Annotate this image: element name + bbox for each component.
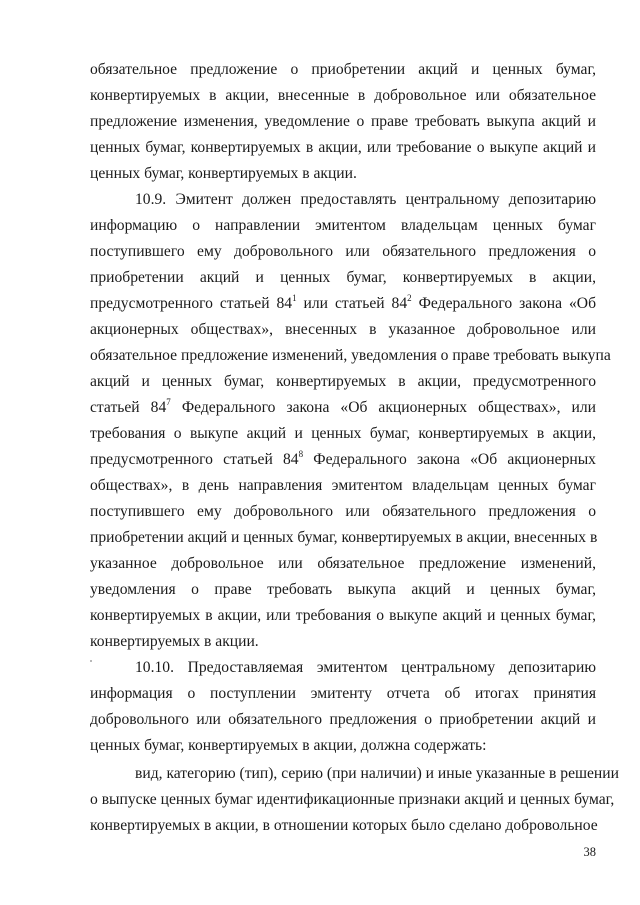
text-line-with-superscripts	[90, 294, 596, 314]
text-fragment: Федерального закона «Об акционерных обществах», или	[170, 399, 597, 416]
text-line: обществах», в день направления эмитентом владельцам ценных бумаг	[90, 477, 596, 494]
text-fragment: статьей 84	[90, 399, 167, 416]
text-line: конвертируемых в акции, внесенные в добровольное или обязательное	[90, 87, 596, 104]
list-paragraph-start: вид, категорию (тип), серию (при наличии) и иные указанные в решении	[135, 765, 619, 782]
text-line: конвертируемых в акции.	[90, 633, 259, 650]
text-line: предложение изменения, уведомление о праве требовать выкупа акций и	[90, 113, 596, 130]
text-fragment: предусмотренного статьей 84	[90, 451, 299, 468]
superscript: 7	[166, 397, 171, 407]
scan-speck	[90, 660, 92, 662]
text-line: конвертируемых в акции, в отношении которых было сделано добровольное	[90, 817, 598, 834]
superscript: 1	[292, 293, 297, 303]
text-fragment: или статьей 84	[296, 295, 408, 312]
text-fragment: Федерального закона «Об акционерных	[303, 451, 596, 468]
text-line: ценных бумаг, конвертируемых в акции.	[90, 165, 357, 182]
text-line: информацию о направлении эмитентом владельцам ценных бумаг	[90, 217, 596, 234]
text-line: требования о выкупе акций и ценных бумаг, конвертируемых в акции,	[90, 425, 596, 442]
text-line: указанное добровольное или обязательное предложение изменений,	[90, 555, 596, 572]
text-fragment: Федерального закона «Об	[411, 295, 596, 312]
text-line-with-superscript	[90, 398, 596, 418]
text-line: обязательное предложение изменений, уведомления о праве требовать выкупа	[90, 347, 611, 364]
text-line: приобретении акций и ценных бумаг, конвертируемых в акции,	[90, 269, 596, 286]
text-line: информация о поступлении эмитенту отчета об итогах принятия	[90, 685, 596, 702]
text-line: акций и ценных бумаг, конвертируемых в акции, предусмотренного	[90, 373, 596, 390]
text-line: о выпуске ценных бумаг идентификационные признаки акций и ценных бумаг,	[90, 791, 615, 808]
text-line-with-superscript	[90, 450, 596, 470]
text-line: приобретении акций и ценных бумаг, конвертируемых в акции, внесенных в	[90, 529, 598, 546]
text-line: ценных бумаг, конвертируемых в акции, или требование о выкупе акций и	[90, 139, 596, 156]
superscript: 8	[298, 449, 304, 459]
text-fragment: предусмотренного статьей 84	[90, 295, 293, 312]
text-line: акционерных обществах», внесенных в указанное добровольное или	[90, 321, 596, 338]
text-line: добровольного или обязательного предложения о приобретении акций и	[90, 711, 596, 728]
text-line: поступившего ему добровольного или обязательного предложения о	[90, 243, 596, 260]
text-line: уведомления о праве требовать выкупа акций и ценных бумаг,	[90, 581, 596, 598]
paragraph-10-9-start: 10.9. Эмитент должен предоставлять центральному депозитарию	[135, 191, 596, 208]
text-line: обязательное предложение о приобретении акций и ценных бумаг,	[90, 61, 596, 78]
text-line: ценных бумаг, конвертируемых в акции, должна содержать:	[90, 737, 487, 754]
text-line: конвертируемых в акции, или требования о выкупе акций и ценных бумаг,	[90, 607, 596, 624]
text-line: поступившего ему добровольного или обязательного предложения о	[90, 503, 596, 520]
page-number: 38	[583, 845, 596, 859]
superscript: 2	[407, 293, 412, 303]
paragraph-10-10-start: 10.10. Предоставляемая эмитентом центральному депозитарию	[135, 659, 596, 676]
